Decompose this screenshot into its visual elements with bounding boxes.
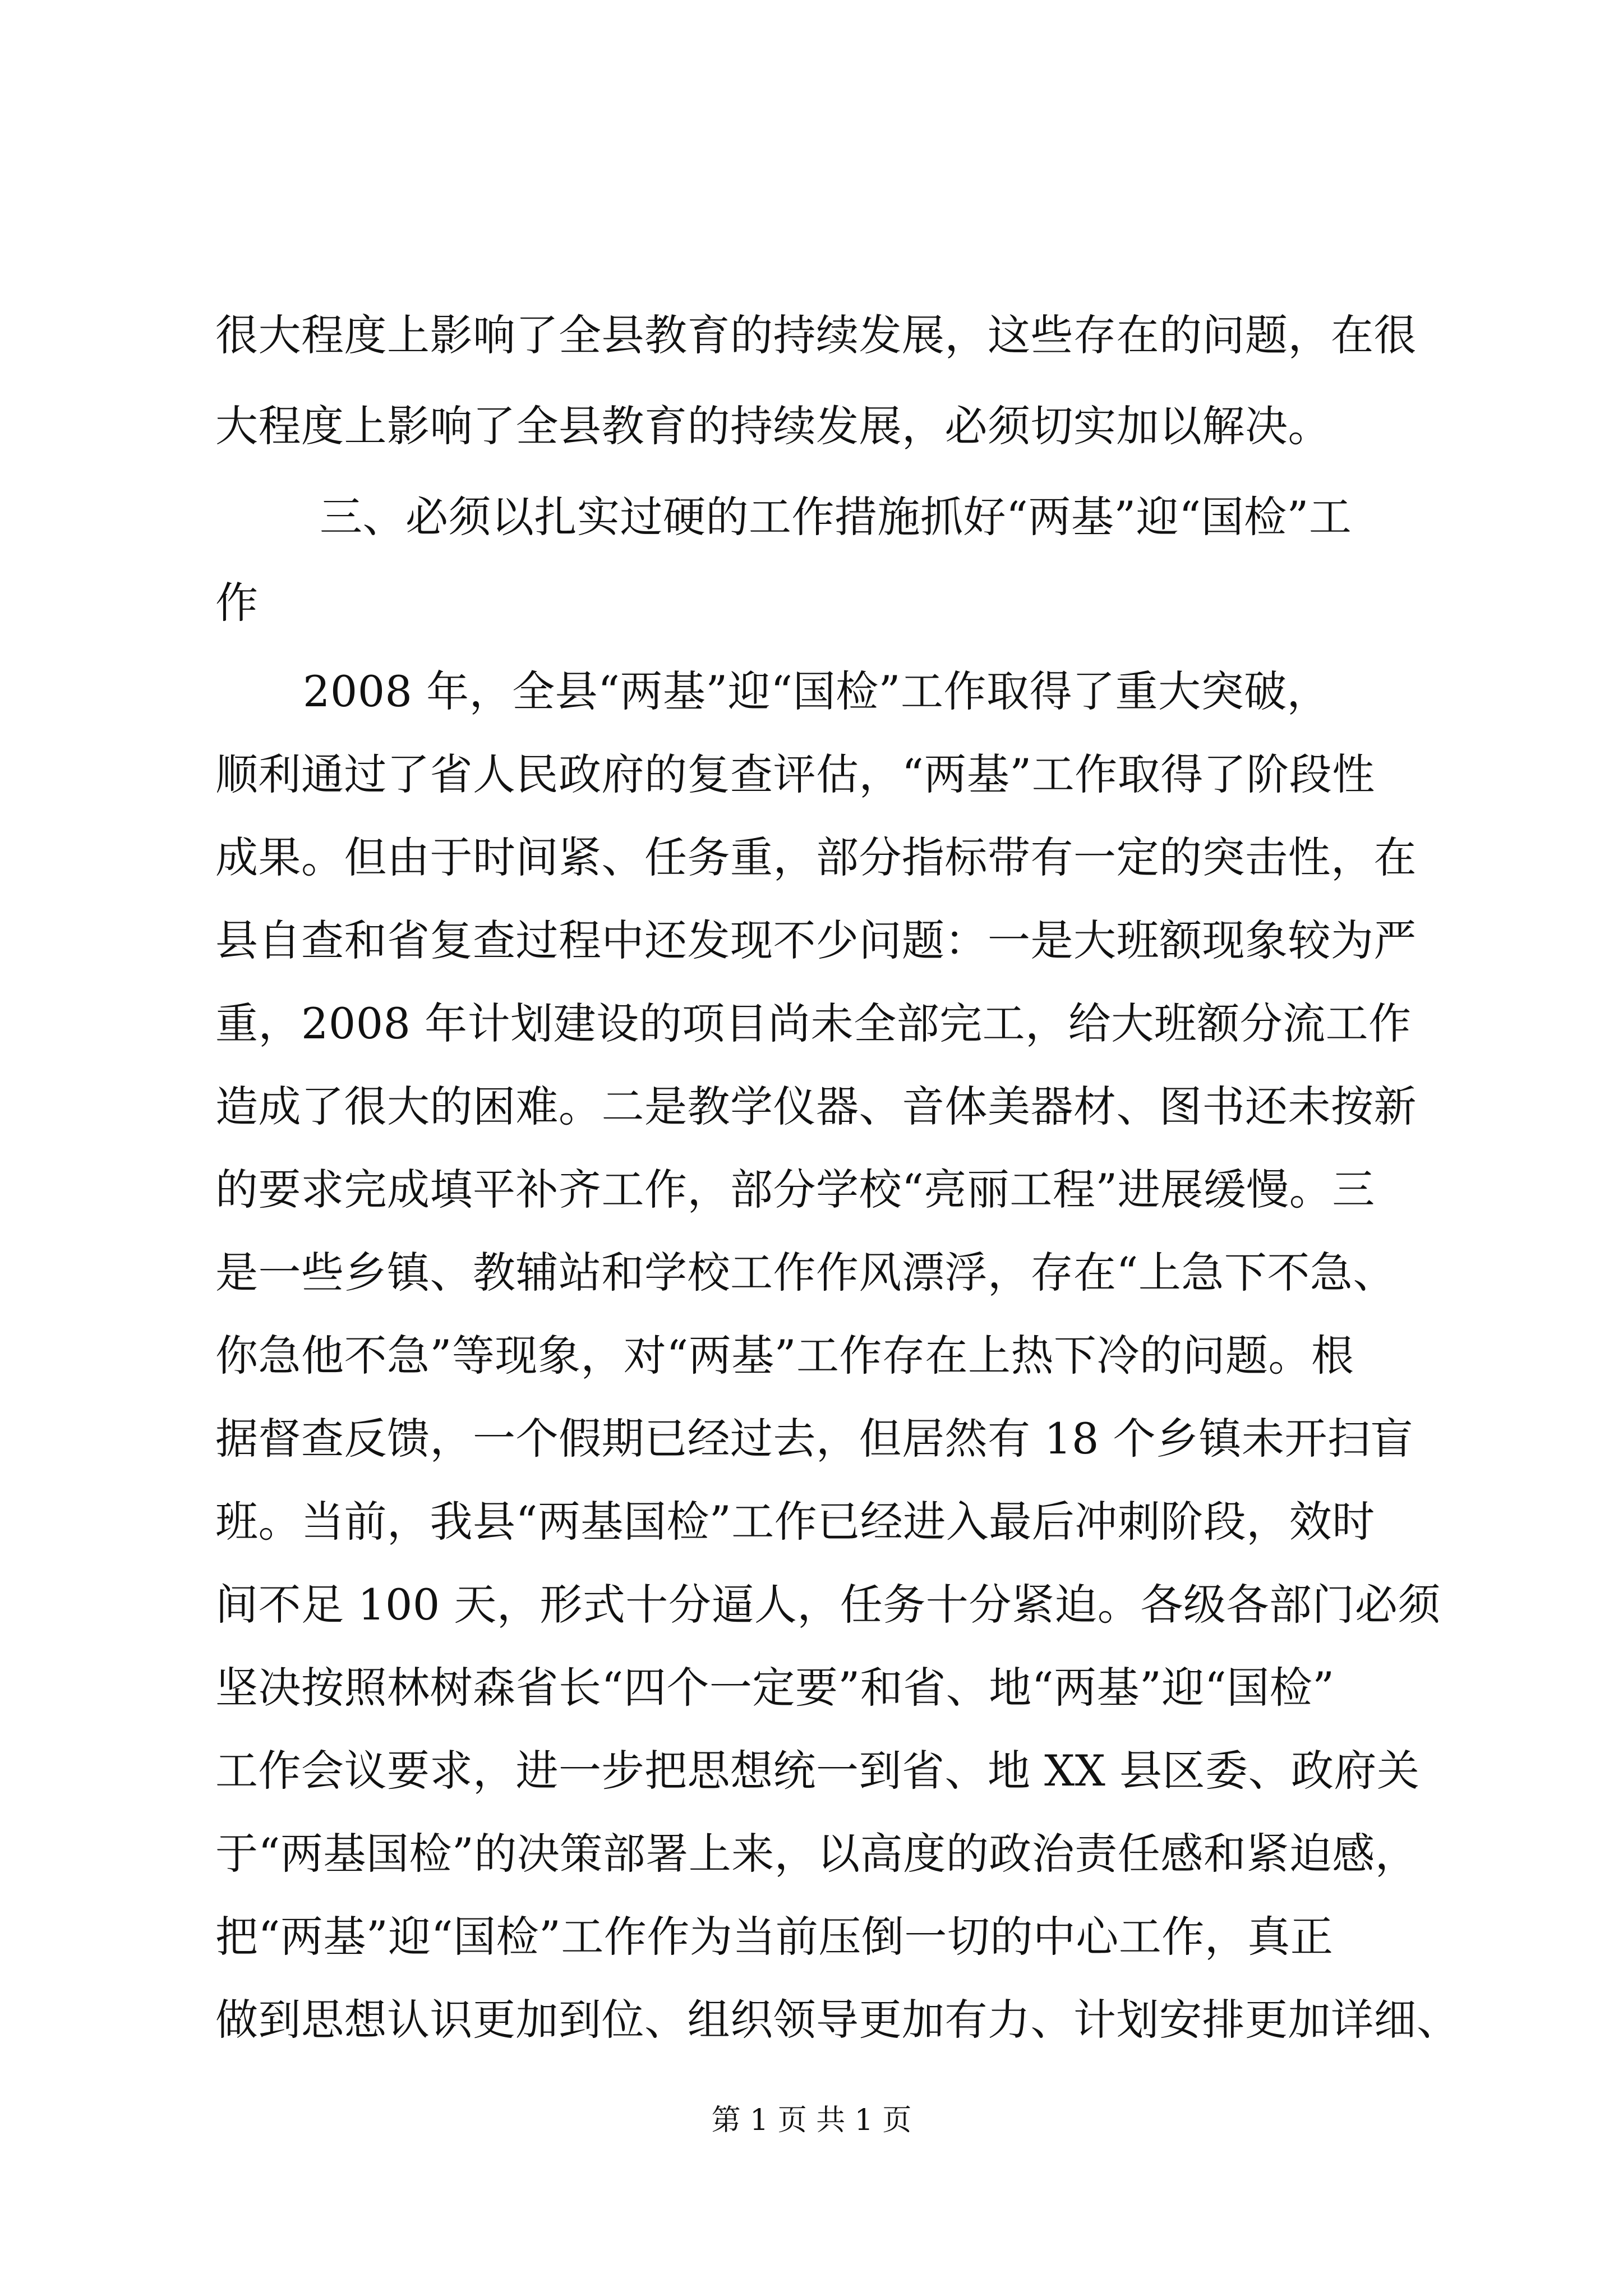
body-text-line-1: 很大程度上影响了全县教育的持续发展，这些存在的问题，在很: [215, 310, 1417, 360]
body-text-line-17: 坚决按照林树森省长“四个一定要”和省、地“两基”迎“国检”: [215, 1663, 1335, 1713]
body-text-line-9: 重，2008 年计划建设的项目尚未全部完工，给大班额分流工作: [215, 999, 1412, 1048]
body-text-line-5: 2008 年，全县“两基”迎“国检”工作取得了重大突破，: [303, 666, 1330, 716]
section-heading-line-1: 三、必须以扎实过硬的工作措施抓好“两基”迎“国检”工: [320, 492, 1352, 542]
body-text-line-6: 顺利通过了省人民政府的复查评估，“两基”工作取得了阶段性: [215, 749, 1375, 799]
body-text-line-7: 成果。但由于时间紧、任务重，部分指标带有一定的突击性，在: [215, 832, 1417, 882]
body-text-line-18: 工作会议要求，进一步把思想统一到省、地 XX 县区委、政府关: [215, 1746, 1420, 1796]
body-text-line-13: 你急他不急”等现象，对“两基”工作存在上热下冷的问题。根: [215, 1331, 1354, 1381]
body-text-line-12: 是一些乡镇、教辅站和学校工作作风漂浮，存在“上急下不急、: [215, 1248, 1396, 1297]
body-text-line-11: 的要求完成填平补齐工作，部分学校“亮丽工程”进展缓慢。三: [215, 1165, 1375, 1214]
body-text-line-2: 大程度上影响了全县教育的持续发展，必须切实加以解决。: [215, 401, 1331, 451]
body-text-line-15: 班。当前，我县“两基国检”工作已经进入最后冲刺阶段，效时: [215, 1497, 1375, 1547]
section-heading-line-2: 作: [215, 578, 259, 628]
body-text-line-21: 做到思想认识更加到位、组织领导更加有力、计划安排更加详细、: [215, 1995, 1460, 2045]
body-text-line-14: 据督查反馈，一个假期已经过去，但居然有 18 个乡镇未开扫盲: [215, 1414, 1414, 1464]
page-footer: 第 1 页 共 1 页: [711, 2104, 912, 2137]
body-text-line-19: 于“两基国检”的决策部署上来，以高度的政治责任感和紧迫感，: [215, 1829, 1418, 1879]
body-text-line-10: 造成了很大的困难。二是教学仪器、音体美器材、图书还未按新: [215, 1082, 1417, 1131]
body-text-line-16: 间不足 100 天，形式十分逼人，任务十分紧迫。各级各部门必须: [215, 1580, 1441, 1630]
body-text-line-8: 县自查和省复查过程中还发现不少问题：一是大班额现象较为严: [215, 915, 1417, 965]
body-text-line-20: 把“两基”迎“国检”工作作为当前压倒一切的中心工作，真正: [215, 1912, 1334, 1962]
